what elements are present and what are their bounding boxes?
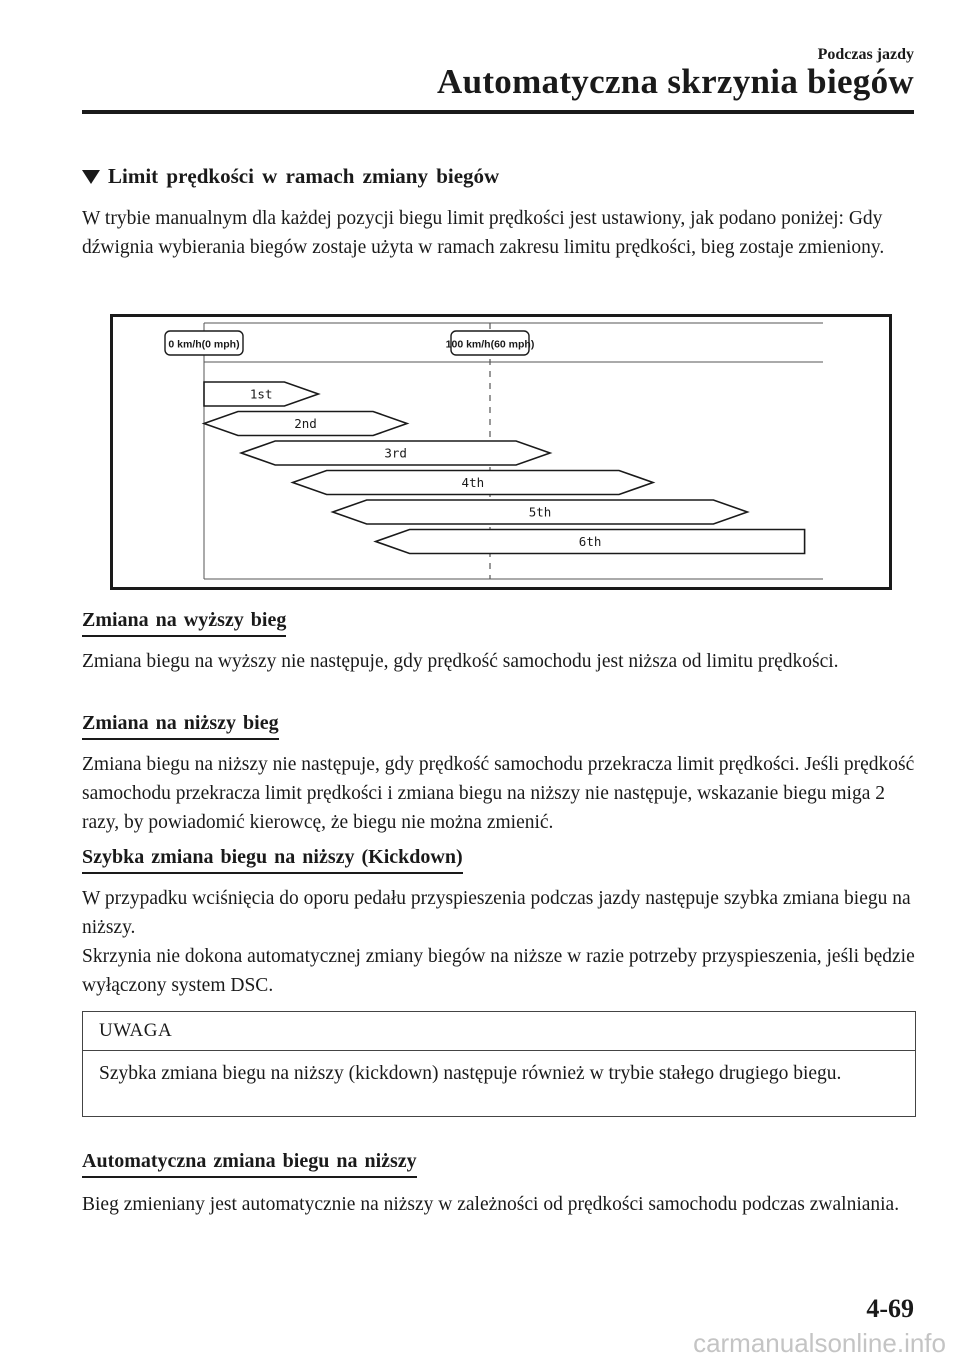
kickdown-text-2: Skrzynia nie dokona automatycznej zmiany biegów na niższe w razie potrzeby przyspieszenia, jeśli będzie wyłączony system DSC. xyxy=(82,946,915,996)
triangle-bullet-icon xyxy=(82,170,100,184)
gear-label: 6th xyxy=(578,534,602,549)
scale-label: 0 km/h(0 mph) xyxy=(168,338,240,351)
gear-label: 1st xyxy=(249,386,273,402)
upshift-heading: Zmiana na wyższy bieg xyxy=(82,609,286,637)
watermark: carmanualsonline.info xyxy=(693,1328,946,1358)
page-number: 4-69 xyxy=(866,1294,914,1323)
auto-downshift-heading: Automatyczna zmiana biegu na niższy xyxy=(82,1150,417,1178)
gear-label: 3rd xyxy=(384,445,407,461)
section-heading xyxy=(82,164,499,189)
auto-downshift-text: Bieg zmieniany jest automatycznie na niższy w zależności od prędkości samochodu podczas zwalniania. xyxy=(82,1194,900,1215)
note-title: UWAGA xyxy=(83,1012,915,1051)
gear-speed-diagram xyxy=(110,314,892,590)
section-heading-text: Limit prędkości w ramach zmiany biegów xyxy=(108,164,500,188)
chapter-label: Podczas jazdy xyxy=(817,46,914,63)
downshift-heading: Zmiana na niższy bieg xyxy=(82,712,279,740)
gear-label: 2nd xyxy=(294,416,317,431)
intro-paragraph: W trybie manualnym dla każdej pozycji biegu limit prędkości jest ustawiony, jak podano poniżej: Gdy dźwignia wybierania biegów zostaje użyta w ramach zakresu limitu prędkości, bieg zostaje zmieniony. xyxy=(82,208,885,258)
gear-speed-svg xyxy=(113,317,889,587)
scale-label: 100 km/h(60 mph) xyxy=(445,338,535,351)
upshift-text: Zmiana biegu na wyższy nie następuje, gdy prędkość samochodu jest niższa od limitu prędkości. xyxy=(82,651,839,672)
header-rule xyxy=(82,110,914,114)
note-box xyxy=(82,1011,916,1117)
gear-label: 5th xyxy=(528,504,552,520)
kickdown-text-1: W przypadku wciśnięcia do oporu pedału przyspieszenia podczas jazdy następuje szybka zmiana biegu na niższy. xyxy=(82,888,911,938)
page-title: Automatyczna skrzynia biegów xyxy=(437,62,914,101)
gear-label: 4th xyxy=(461,475,485,490)
note-text: Szybka zmiana biegu na niższy (kickdown) następuje również w trybie stałego drugiego biegu. xyxy=(99,1063,842,1084)
kickdown-heading: Szybka zmiana biegu na niższy (Kickdown) xyxy=(82,846,463,874)
downshift-text: Zmiana biegu na niższy nie następuje, gdy prędkość samochodu przekracza limit prędkości. Jeśli prędkość samochodu przekracza limit prędkości i zmiana biegu na niższy nie następuje, wskazanie biegu miga 2 razy, by powiadomić kierowcę, że biegu nie można zmienić. xyxy=(82,754,915,833)
